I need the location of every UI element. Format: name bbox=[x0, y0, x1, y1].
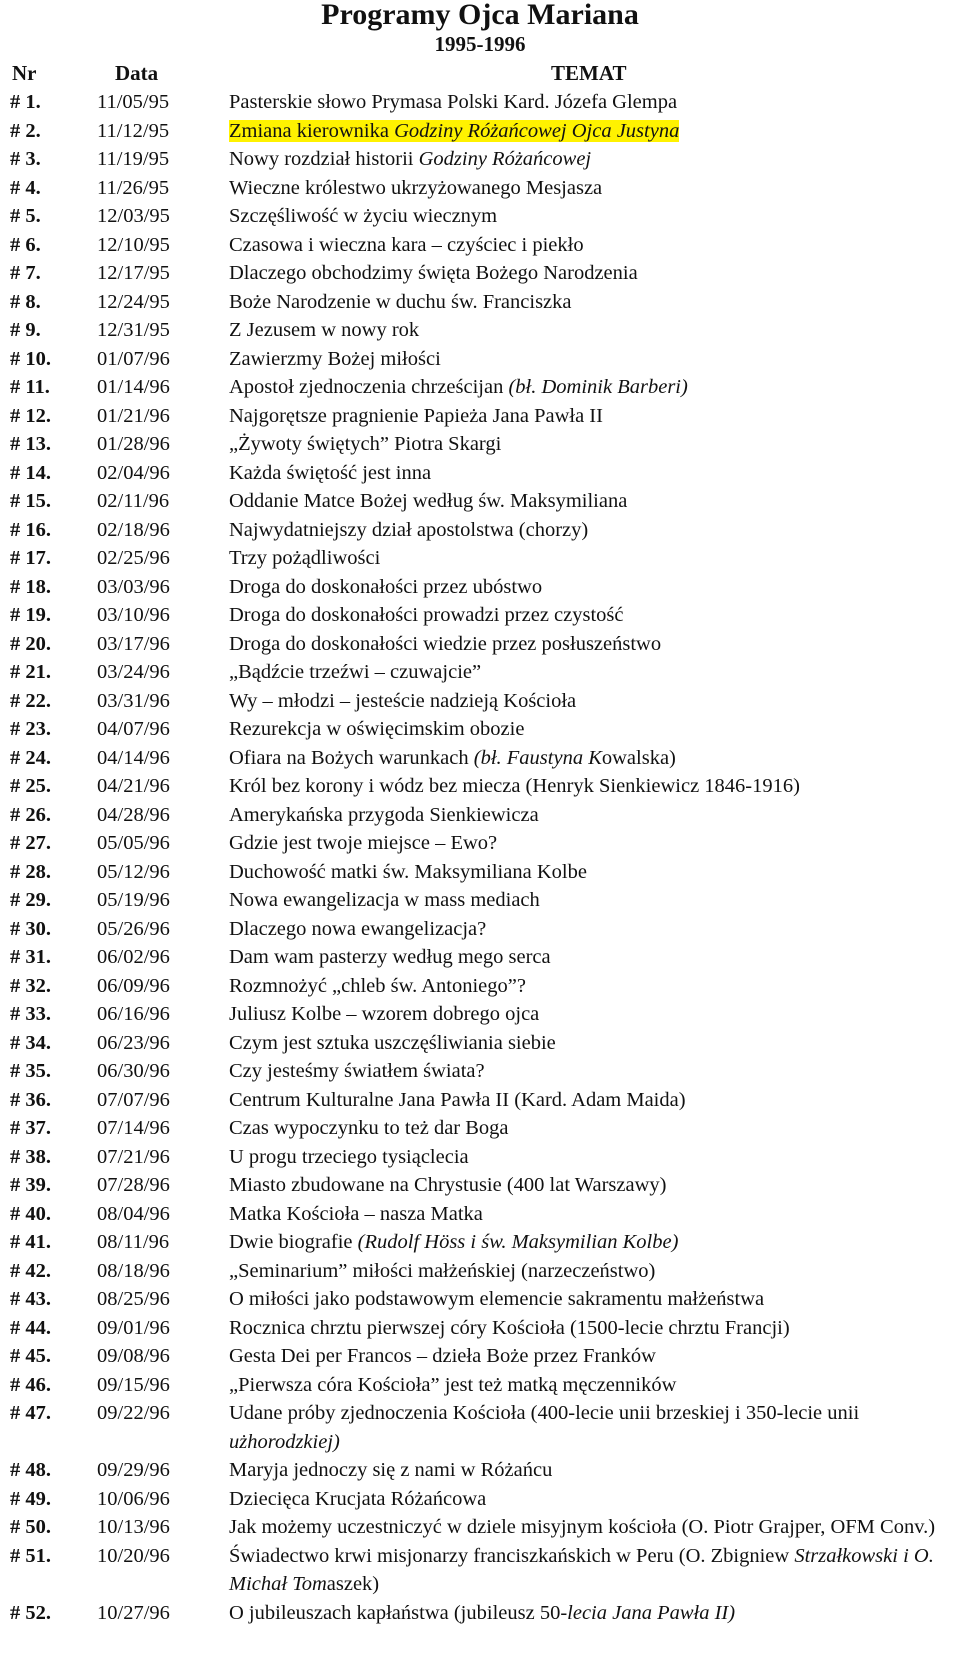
row-number: # 29. bbox=[10, 889, 51, 911]
table-row bbox=[0, 487, 960, 516]
row-topic-text: Oddanie Matce Bożej według św. Maksymiliana bbox=[229, 490, 628, 512]
row-topic bbox=[229, 1542, 957, 1599]
row-number: # 21. bbox=[10, 661, 51, 683]
row-date: 11/05/95 bbox=[97, 91, 170, 113]
row-topic bbox=[229, 630, 957, 659]
row-topic-text: Dam wam pasterzy według mego serca bbox=[229, 946, 551, 968]
table-row bbox=[0, 316, 960, 345]
row-topic-text: Pasterskie słowo Prymasa Polski Kard. Józefa Glempa bbox=[229, 91, 678, 113]
row-topic-text: Z Jezusem w nowy rok bbox=[229, 319, 420, 341]
row-date: 03/31/96 bbox=[97, 689, 170, 712]
row-number: # 27. bbox=[10, 832, 51, 854]
row-topic bbox=[229, 772, 957, 801]
row-topic-text: Udane próby zjednoczenia Kościoła (400-lecie unii brzeskiej i 350-lecie unii użhorodzkiej) bbox=[229, 1402, 860, 1453]
row-topic bbox=[229, 1257, 957, 1286]
row-number: # 16. bbox=[10, 518, 51, 541]
row-topic bbox=[229, 430, 957, 459]
row-topic bbox=[229, 145, 957, 174]
row-topic bbox=[229, 1143, 957, 1172]
row-date: 01/07/96 bbox=[97, 347, 170, 370]
row-date: 05/26/96 bbox=[97, 917, 170, 940]
row-topic-text: Nowy rozdział historii Godziny Różańcowej bbox=[229, 148, 592, 170]
table-row bbox=[0, 145, 960, 174]
row-date: 01/21/96 bbox=[97, 404, 170, 427]
row-number: # 18. bbox=[10, 575, 51, 598]
row-date: 09/29/96 bbox=[97, 1459, 170, 1481]
row-topic-text: Dwie biografie (Rudolf Höss i św. Maksymilian Kolbe) bbox=[229, 1231, 679, 1253]
row-number: # 24. bbox=[10, 746, 51, 769]
row-date: 03/03/96 bbox=[97, 575, 170, 598]
row-number: # 38. bbox=[10, 1145, 51, 1168]
row-date: 05/05/96 bbox=[97, 832, 170, 854]
row-topic bbox=[229, 1342, 957, 1371]
table-header bbox=[0, 60, 960, 86]
row-topic bbox=[229, 1086, 957, 1115]
row-topic-text: Zmiana kierownika Godziny Różańcowej Ojca Justyna bbox=[229, 119, 680, 142]
table-row bbox=[0, 516, 960, 545]
table-row bbox=[0, 1114, 960, 1143]
row-topic bbox=[229, 1029, 957, 1058]
row-number: # 23. bbox=[10, 718, 51, 740]
table-row bbox=[0, 174, 960, 203]
row-date: 10/27/96 bbox=[97, 1601, 170, 1624]
row-number: # 30. bbox=[10, 917, 51, 940]
row-topic-text: Centrum Kulturalne Jana Pawła II (Kard. Adam Maida) bbox=[229, 1088, 686, 1111]
table-row bbox=[0, 915, 960, 944]
row-topic-text: „Żywoty świętych” Piotra Skargi bbox=[229, 433, 502, 455]
table-row bbox=[0, 1086, 960, 1115]
row-topic-text: Wy – młodzi – jesteście nadzieją Kościoła bbox=[229, 689, 577, 712]
table-row bbox=[0, 1200, 960, 1229]
row-topic bbox=[229, 516, 957, 545]
row-topic-text: O jubileuszach kapłaństwa (jubileusz 50-lecia Jana Pawła II) bbox=[229, 1601, 736, 1624]
row-topic-text: „Bądźcie trzeźwi – czuwajcie” bbox=[229, 661, 482, 683]
table-row bbox=[0, 1257, 960, 1286]
row-number: # 26. bbox=[10, 803, 51, 826]
row-number: # 6. bbox=[10, 233, 41, 256]
table-row bbox=[0, 1057, 960, 1086]
row-date: 05/19/96 bbox=[97, 889, 170, 911]
row-topic-text: Maryja jednoczy się z nami w Różańcu bbox=[229, 1459, 553, 1481]
row-date: 12/03/95 bbox=[97, 205, 170, 227]
row-number: # 32. bbox=[10, 974, 51, 997]
row-date: 06/16/96 bbox=[97, 1003, 170, 1025]
row-number: # 14. bbox=[10, 461, 51, 484]
row-number: # 39. bbox=[10, 1174, 51, 1196]
document-subtitle: 1995-1996 bbox=[434, 32, 526, 56]
row-topic bbox=[229, 202, 957, 231]
row-date: 12/17/95 bbox=[97, 262, 170, 284]
row-topic bbox=[229, 231, 957, 260]
row-topic bbox=[229, 801, 957, 830]
table-row bbox=[0, 544, 960, 573]
table-row bbox=[0, 1314, 960, 1343]
table-row bbox=[0, 687, 960, 716]
row-topic-text: Droga do doskonałości przez ubóstwo bbox=[229, 575, 543, 598]
row-number: # 5. bbox=[10, 205, 41, 227]
row-topic-text: Rozmnożyć „chleb św. Antoniego”? bbox=[229, 974, 526, 997]
row-date: 02/04/96 bbox=[97, 461, 170, 484]
row-topic bbox=[229, 829, 957, 858]
table-row bbox=[0, 1513, 960, 1542]
row-number: # 31. bbox=[10, 946, 51, 968]
row-date: 06/30/96 bbox=[97, 1060, 170, 1082]
table-row bbox=[0, 658, 960, 687]
row-topic-text: Czas wypoczynku to też dar Boga bbox=[229, 1117, 509, 1139]
row-topic-text: O miłości jako podstawowym elemencie sakramentu małżeństwa bbox=[229, 1288, 765, 1310]
row-date: 06/09/96 bbox=[97, 974, 170, 997]
row-number: # 28. bbox=[10, 860, 51, 883]
row-number: # 44. bbox=[10, 1316, 51, 1339]
table-row bbox=[0, 1371, 960, 1400]
row-topic-text: Każda świętość jest inna bbox=[229, 461, 432, 484]
table-row bbox=[0, 601, 960, 630]
row-topic-text: U progu trzeciego tysiąclecia bbox=[229, 1145, 469, 1168]
row-topic bbox=[229, 174, 957, 203]
row-number: # 50. bbox=[10, 1516, 51, 1538]
row-date: 07/07/96 bbox=[97, 1088, 170, 1111]
row-topic bbox=[229, 1200, 957, 1229]
row-topic bbox=[229, 858, 957, 887]
row-date: 07/28/96 bbox=[97, 1174, 170, 1196]
table-row bbox=[0, 117, 960, 146]
row-topic-text: Matka Kościoła – nasza Matka bbox=[229, 1202, 483, 1225]
row-date: 12/10/95 bbox=[97, 233, 170, 256]
row-topic-text: Miasto zbudowane na Chrystusie (400 lat Warszawy) bbox=[229, 1174, 667, 1196]
row-topic-text: Boże Narodzenie w duchu św. Franciszka bbox=[229, 290, 572, 313]
row-date: 11/26/95 bbox=[97, 176, 170, 199]
row-number: # 49. bbox=[10, 1487, 51, 1510]
table-row bbox=[0, 1542, 960, 1599]
row-number: # 48. bbox=[10, 1459, 51, 1481]
table-row bbox=[0, 801, 960, 830]
row-number: # 4. bbox=[10, 176, 41, 199]
row-topic-text: Najwydatniejszy dział apostolstwa (chorzy) bbox=[229, 518, 589, 541]
row-number: # 51. bbox=[10, 1544, 51, 1567]
row-topic-text: Szczęśliwość w życiu wiecznym bbox=[229, 205, 498, 227]
row-date: 04/07/96 bbox=[97, 718, 170, 740]
row-topic-text: „Seminarium” miłości małżeńskiej (narzeczeństwo) bbox=[229, 1259, 656, 1282]
row-number: # 37. bbox=[10, 1117, 51, 1139]
row-topic bbox=[229, 573, 957, 602]
table-row bbox=[0, 231, 960, 260]
row-date: 01/14/96 bbox=[97, 376, 170, 398]
table-row bbox=[0, 1171, 960, 1200]
row-topic bbox=[229, 1171, 957, 1200]
table-row bbox=[0, 858, 960, 887]
row-topic bbox=[229, 1114, 957, 1143]
row-topic bbox=[229, 1399, 957, 1456]
row-date: 09/22/96 bbox=[97, 1402, 170, 1424]
row-number: # 12. bbox=[10, 404, 51, 427]
table-row bbox=[0, 744, 960, 773]
row-date: 07/21/96 bbox=[97, 1145, 170, 1168]
row-topic-text: Jak możemy uczestniczyć w dziele misyjnym kościoła (O. Piotr Grajper, OFM Conv.) bbox=[229, 1516, 936, 1538]
row-topic-text: Wieczne królestwo ukrzyżowanego Mesjasza bbox=[229, 176, 603, 199]
row-topic bbox=[229, 687, 957, 716]
table-row bbox=[0, 1485, 960, 1514]
table-row bbox=[0, 1143, 960, 1172]
row-topic bbox=[229, 943, 957, 972]
row-number: # 11. bbox=[10, 376, 50, 398]
row-topic-text: Dziecięca Krucjata Różańcowa bbox=[229, 1487, 487, 1510]
row-number: # 17. bbox=[10, 547, 51, 569]
row-topic bbox=[229, 373, 957, 402]
row-date: 12/24/95 bbox=[97, 290, 170, 313]
row-topic-text: Amerykańska przygoda Sienkiewicza bbox=[229, 803, 539, 826]
row-topic bbox=[229, 1513, 957, 1542]
row-date: 10/13/96 bbox=[97, 1516, 170, 1538]
row-topic-text: Dlaczego obchodzimy święta Bożego Narodzenia bbox=[229, 262, 638, 284]
table-row bbox=[0, 345, 960, 374]
row-number: # 52. bbox=[10, 1601, 51, 1624]
table-row bbox=[0, 573, 960, 602]
row-number: # 36. bbox=[10, 1088, 51, 1111]
row-date: 08/18/96 bbox=[97, 1259, 170, 1282]
row-topic-text: Król bez korony i wódz bez miecza (Henryk Sienkiewicz 1846-1916) bbox=[229, 775, 800, 797]
table-row bbox=[0, 1285, 960, 1314]
row-date: 07/14/96 bbox=[97, 1117, 170, 1139]
row-number: # 25. bbox=[10, 775, 51, 797]
row-date: 05/12/96 bbox=[97, 860, 170, 883]
row-date: 02/11/96 bbox=[97, 490, 170, 512]
row-topic-text: Droga do doskonałości prowadzi przez czystość bbox=[229, 604, 624, 626]
row-number: # 34. bbox=[10, 1031, 51, 1054]
table-row bbox=[0, 430, 960, 459]
row-date: 03/17/96 bbox=[97, 632, 170, 655]
row-date: 08/25/96 bbox=[97, 1288, 170, 1310]
row-date: 08/11/96 bbox=[97, 1231, 170, 1253]
row-topic bbox=[229, 288, 957, 317]
row-date: 06/23/96 bbox=[97, 1031, 170, 1054]
header-nr: Nr bbox=[12, 61, 37, 85]
row-topic bbox=[229, 601, 957, 630]
row-topic-text: Czym jest sztuka uszczęśliwiania siebie bbox=[229, 1031, 556, 1054]
row-topic-text: Gesta Dei per Francos – dzieła Boże przez Franków bbox=[229, 1345, 656, 1367]
row-topic bbox=[229, 1599, 957, 1628]
row-date: 06/02/96 bbox=[97, 946, 170, 968]
table-row bbox=[0, 1342, 960, 1371]
row-topic bbox=[229, 259, 957, 288]
row-number: # 15. bbox=[10, 490, 51, 512]
row-number: # 40. bbox=[10, 1202, 51, 1225]
row-number: # 9. bbox=[10, 319, 41, 341]
row-topic-text: Zawierzmy Bożej miłości bbox=[229, 347, 441, 370]
table-row bbox=[0, 1000, 960, 1029]
row-topic bbox=[229, 402, 957, 431]
row-topic-text: Apostoł zjednoczenia chrześcijan (bł. Dominik Barberi) bbox=[229, 376, 688, 398]
row-number: # 43. bbox=[10, 1288, 51, 1310]
row-number: # 35. bbox=[10, 1060, 51, 1082]
table-row bbox=[0, 972, 960, 1001]
row-number: # 1. bbox=[10, 91, 41, 113]
row-number: # 2. bbox=[10, 119, 41, 142]
row-topic-text: Nowa ewangelizacja w mass mediach bbox=[229, 889, 540, 911]
row-topic-text: Rezurekcja w oświęcimskim obozie bbox=[229, 718, 525, 740]
row-number: # 7. bbox=[10, 262, 41, 284]
row-date: 11/19/95 bbox=[97, 148, 170, 170]
row-topic-text: Najgorętsze pragnienie Papieża Jana Pawła II bbox=[229, 404, 603, 427]
row-topic-text: „Pierwsza córa Kościoła” jest też matką męczenników bbox=[229, 1373, 677, 1396]
table-row bbox=[0, 202, 960, 231]
row-number: # 42. bbox=[10, 1259, 51, 1282]
row-date: 08/04/96 bbox=[97, 1202, 170, 1225]
row-topic bbox=[229, 1371, 957, 1400]
header-date: Data bbox=[115, 61, 159, 85]
row-topic bbox=[229, 886, 957, 915]
row-date: 10/06/96 bbox=[97, 1487, 170, 1510]
table-row bbox=[0, 402, 960, 431]
row-topic-text: Droga do doskonałości wiedzie przez posłuszeństwo bbox=[229, 632, 662, 655]
header-topic: TEMAT bbox=[551, 61, 627, 85]
row-topic-text: Trzy pożądliwości bbox=[229, 547, 381, 569]
row-topic bbox=[229, 972, 957, 1001]
row-topic bbox=[229, 117, 957, 146]
row-topic bbox=[229, 316, 957, 345]
row-date: 10/20/96 bbox=[97, 1544, 170, 1567]
row-topic bbox=[229, 487, 957, 516]
table-row bbox=[0, 772, 960, 801]
program-list bbox=[0, 88, 960, 1627]
row-topic bbox=[229, 1285, 957, 1314]
row-date: 04/14/96 bbox=[97, 746, 170, 769]
row-number: # 22. bbox=[10, 689, 51, 712]
row-topic bbox=[229, 744, 957, 773]
table-row bbox=[0, 630, 960, 659]
row-number: # 3. bbox=[10, 148, 41, 170]
row-date: 09/08/96 bbox=[97, 1345, 170, 1367]
row-topic bbox=[229, 1057, 957, 1086]
row-date: 03/24/96 bbox=[97, 661, 170, 683]
row-number: # 19. bbox=[10, 604, 51, 626]
row-topic-text: Czasowa i wieczna kara – czyściec i piekło bbox=[229, 233, 584, 256]
row-number: # 45. bbox=[10, 1345, 51, 1367]
row-date: 02/25/96 bbox=[97, 547, 170, 569]
row-date: 02/18/96 bbox=[97, 518, 170, 541]
row-number: # 47. bbox=[10, 1402, 51, 1424]
table-row bbox=[0, 1029, 960, 1058]
table-row bbox=[0, 459, 960, 488]
row-number: # 20. bbox=[10, 632, 51, 655]
row-topic-text: Ofiara na Bożych warunkach (bł. Faustyna Kowalska) bbox=[229, 746, 676, 769]
table-row bbox=[0, 1228, 960, 1257]
row-number: # 33. bbox=[10, 1003, 51, 1025]
table-row bbox=[0, 886, 960, 915]
row-topic bbox=[229, 345, 957, 374]
table-row bbox=[0, 288, 960, 317]
row-topic bbox=[229, 1485, 957, 1514]
table-row bbox=[0, 88, 960, 117]
row-topic-text: Gdzie jest twoje miejsce – Ewo? bbox=[229, 832, 498, 854]
row-number: # 13. bbox=[10, 433, 51, 455]
row-topic bbox=[229, 1314, 957, 1343]
row-number: # 41. bbox=[10, 1231, 51, 1253]
row-date: 12/31/95 bbox=[97, 319, 170, 341]
row-date: 09/15/96 bbox=[97, 1373, 170, 1396]
row-topic-text: Dlaczego nowa ewangelizacja? bbox=[229, 917, 487, 940]
row-number: # 10. bbox=[10, 347, 51, 370]
table-row bbox=[0, 829, 960, 858]
table-row bbox=[0, 1399, 960, 1456]
table-row bbox=[0, 373, 960, 402]
row-date: 04/28/96 bbox=[97, 803, 170, 826]
row-topic bbox=[229, 1456, 957, 1485]
row-topic-text: Świadectwo krwi misjonarzy franciszkańskich w Peru (O. Zbigniew Strzałkowski i O. Michał Tomaszek) bbox=[229, 1544, 934, 1595]
row-topic-text: Czy jesteśmy światłem świata? bbox=[229, 1060, 485, 1082]
row-date: 01/28/96 bbox=[97, 433, 170, 455]
table-row bbox=[0, 259, 960, 288]
row-date: 03/10/96 bbox=[97, 604, 170, 626]
table-row bbox=[0, 1456, 960, 1485]
row-number: # 8. bbox=[10, 290, 41, 313]
row-topic bbox=[229, 88, 957, 117]
row-date: 04/21/96 bbox=[97, 775, 170, 797]
row-topic bbox=[229, 459, 957, 488]
row-topic bbox=[229, 715, 957, 744]
row-date: 11/12/95 bbox=[97, 119, 170, 142]
table-row bbox=[0, 943, 960, 972]
row-number: # 46. bbox=[10, 1373, 51, 1396]
row-topic bbox=[229, 658, 957, 687]
row-topic bbox=[229, 1228, 957, 1257]
row-topic bbox=[229, 1000, 957, 1029]
row-topic-text: Rocznica chrztu pierwszej córy Kościoła (1500-lecie chrztu Francji) bbox=[229, 1316, 790, 1339]
table-row bbox=[0, 1599, 960, 1628]
row-topic-text: Juliusz Kolbe – wzorem dobrego ojca bbox=[229, 1003, 540, 1025]
row-topic bbox=[229, 915, 957, 944]
document-title: Programy Ojca Mariana bbox=[321, 0, 639, 31]
table-row bbox=[0, 715, 960, 744]
row-topic bbox=[229, 544, 957, 573]
row-date: 09/01/96 bbox=[97, 1316, 170, 1339]
row-topic-text: Duchowość matki św. Maksymiliana Kolbe bbox=[229, 860, 587, 883]
